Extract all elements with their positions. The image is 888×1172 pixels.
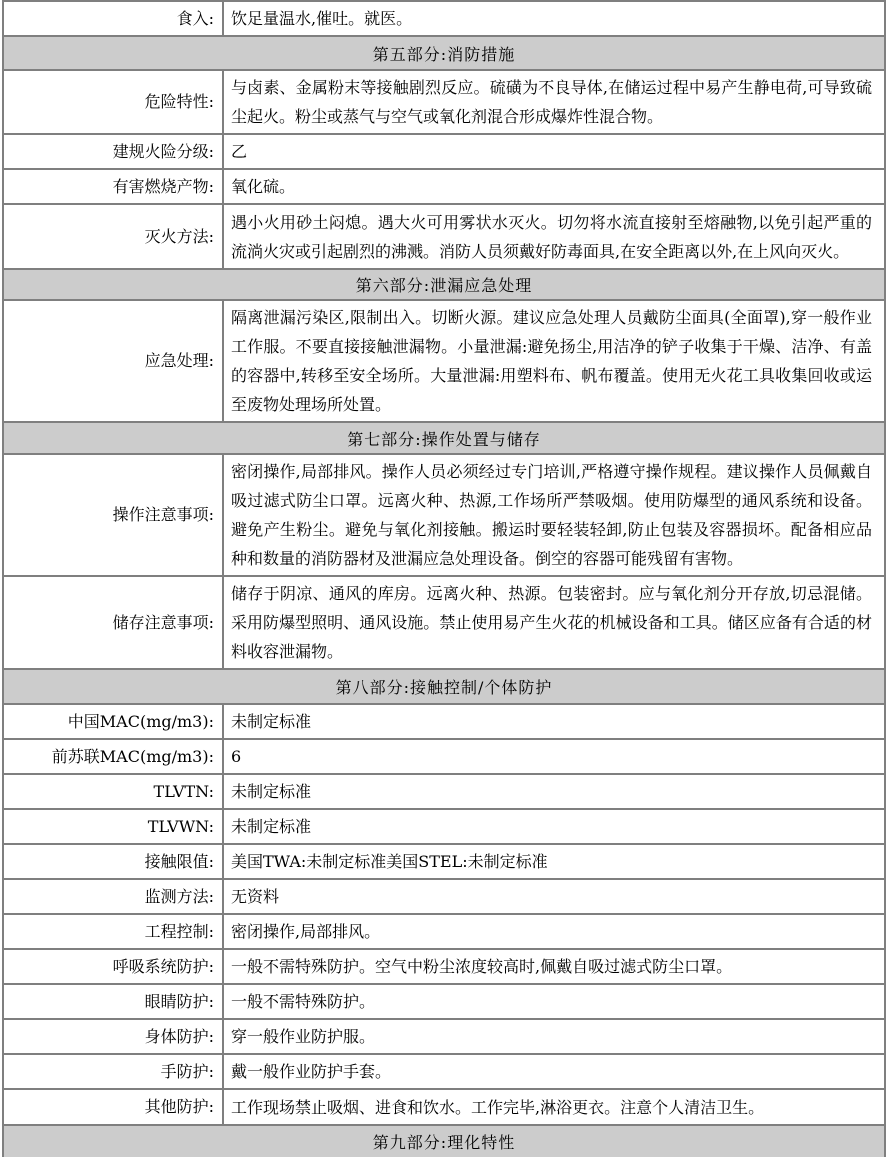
field-label: 接触限值: bbox=[3, 844, 223, 879]
row-china-mac bbox=[3, 704, 885, 739]
field-label: 前苏联MAC(mg/m3): bbox=[3, 739, 223, 774]
section-title: 第九部分:理化特性 bbox=[3, 1125, 885, 1157]
field-value: 戴一般作业防护手套。 bbox=[223, 1054, 885, 1089]
field-label: TLVWN: bbox=[3, 809, 223, 844]
field-value: 饮足量温水,催吐。就医。 bbox=[223, 1, 885, 36]
row-fire-fighting-methods bbox=[3, 204, 885, 269]
section-header-part6 bbox=[3, 269, 885, 300]
field-value: 氧化硫。 bbox=[223, 169, 885, 204]
section-header-part9 bbox=[3, 1125, 885, 1157]
field-value: 密闭操作,局部排风。 bbox=[223, 914, 885, 949]
row-hand-protection bbox=[3, 1054, 885, 1089]
field-value: 美国TWA:未制定标准美国STEL:未制定标准 bbox=[223, 844, 885, 879]
row-emergency-response bbox=[3, 300, 885, 422]
field-label: 呼吸系统防护: bbox=[3, 949, 223, 984]
row-ingestion bbox=[3, 1, 885, 36]
field-value: 密闭操作,局部排风。操作人员必须经过专门培训,严格遵守操作规程。建议操作人员佩戴自吸过滤式防尘口罩。远离火种、热源,工作场所严禁吸烟。使用防爆型的通风系统和设备。避免产生粉尘。避免与氧化剂接触。搬运时要轻装轻卸,防止包装及容器损坏。配备相应品种和数量的消防器材及泄漏应急处理设备。倒空的容器可能残留有害物。 bbox=[223, 454, 885, 576]
row-respiratory-protection bbox=[3, 949, 885, 984]
field-label: 工程控制: bbox=[3, 914, 223, 949]
section-header-part5 bbox=[3, 36, 885, 70]
field-label: 中国MAC(mg/m3): bbox=[3, 704, 223, 739]
row-engineering-control bbox=[3, 914, 885, 949]
field-label: 手防护: bbox=[3, 1054, 223, 1089]
field-label: 操作注意事项: bbox=[3, 454, 223, 576]
msds-table bbox=[2, 0, 886, 1157]
field-value: 未制定标准 bbox=[223, 809, 885, 844]
field-value: 乙 bbox=[223, 134, 885, 169]
row-exposure-limits bbox=[3, 844, 885, 879]
row-hazardous-combustion-products bbox=[3, 169, 885, 204]
field-label: 有害燃烧产物: bbox=[3, 169, 223, 204]
field-label: 其他防护: bbox=[3, 1089, 223, 1125]
field-value: 储存于阴凉、通风的库房。远离火种、热源。包装密封。应与氧化剂分开存放,切忌混储。采用防爆型照明、通风设施。禁止使用易产生火花的机械设备和工具。储区应备有合适的材料收容泄漏物。 bbox=[223, 576, 885, 669]
field-value: 未制定标准 bbox=[223, 704, 885, 739]
field-label: 监测方法: bbox=[3, 879, 223, 914]
field-value: 6 bbox=[223, 739, 885, 774]
row-tlvtn bbox=[3, 774, 885, 809]
field-value: 隔离泄漏污染区,限制出入。切断火源。建议应急处理人员戴防尘面具(全面罩),穿一般作业工作服。不要直接接触泄漏物。小量泄漏:避免扬尘,用洁净的铲子收集于干燥、洁净、有盖的容器中,转移至安全场所。大量泄漏:用塑料布、帆布覆盖。使用无火花工具收集回收或运至废物处理场所处置。 bbox=[223, 300, 885, 422]
row-monitoring-method bbox=[3, 879, 885, 914]
field-value: 遇小火用砂土闷熄。遇大火可用雾状水灭火。切勿将水流直接射至熔融物,以免引起严重的流淌火灾或引起剧烈的沸溅。消防人员须戴好防毒面具,在安全距离以外,在上风向灭火。 bbox=[223, 204, 885, 269]
field-value: 未制定标准 bbox=[223, 774, 885, 809]
field-label: 食入: bbox=[3, 1, 223, 36]
section-title: 第五部分:消防措施 bbox=[3, 36, 885, 70]
field-label: 应急处理: bbox=[3, 300, 223, 422]
row-storage-precautions bbox=[3, 576, 885, 669]
section-title: 第七部分:操作处置与储存 bbox=[3, 422, 885, 454]
field-value: 无资料 bbox=[223, 879, 885, 914]
section-title: 第六部分:泄漏应急处理 bbox=[3, 269, 885, 300]
row-ussr-mac bbox=[3, 739, 885, 774]
field-label: 建规火险分级: bbox=[3, 134, 223, 169]
field-value: 穿一般作业防护服。 bbox=[223, 1019, 885, 1054]
row-building-fire-class bbox=[3, 134, 885, 169]
field-value: 与卤素、金属粉末等接触剧烈反应。硫磺为不良导体,在储运过程中易产生静电荷,可导致硫尘起火。粉尘或蒸气与空气或氧化剂混合形成爆炸性混合物。 bbox=[223, 70, 885, 134]
field-value: 一般不需特殊防护。空气中粉尘浓度较高时,佩戴自吸过滤式防尘口罩。 bbox=[223, 949, 885, 984]
field-value: 工作现场禁止吸烟、进食和饮水。工作完毕,淋浴更衣。注意个人清洁卫生。 bbox=[223, 1089, 885, 1125]
row-handling-precautions bbox=[3, 454, 885, 576]
field-label: 眼睛防护: bbox=[3, 984, 223, 1019]
row-tlvwn bbox=[3, 809, 885, 844]
row-other-protection bbox=[3, 1089, 885, 1125]
section-header-part7 bbox=[3, 422, 885, 454]
row-hazard-characteristics bbox=[3, 70, 885, 134]
row-body-protection bbox=[3, 1019, 885, 1054]
row-eye-protection bbox=[3, 984, 885, 1019]
field-value: 一般不需特殊防护。 bbox=[223, 984, 885, 1019]
section-title: 第八部分:接触控制/个体防护 bbox=[3, 669, 885, 704]
field-label: 储存注意事项: bbox=[3, 576, 223, 669]
field-label: 危险特性: bbox=[3, 70, 223, 134]
section-header-part8 bbox=[3, 669, 885, 704]
field-label: TLVTN: bbox=[3, 774, 223, 809]
field-label: 身体防护: bbox=[3, 1019, 223, 1054]
field-label: 灭火方法: bbox=[3, 204, 223, 269]
